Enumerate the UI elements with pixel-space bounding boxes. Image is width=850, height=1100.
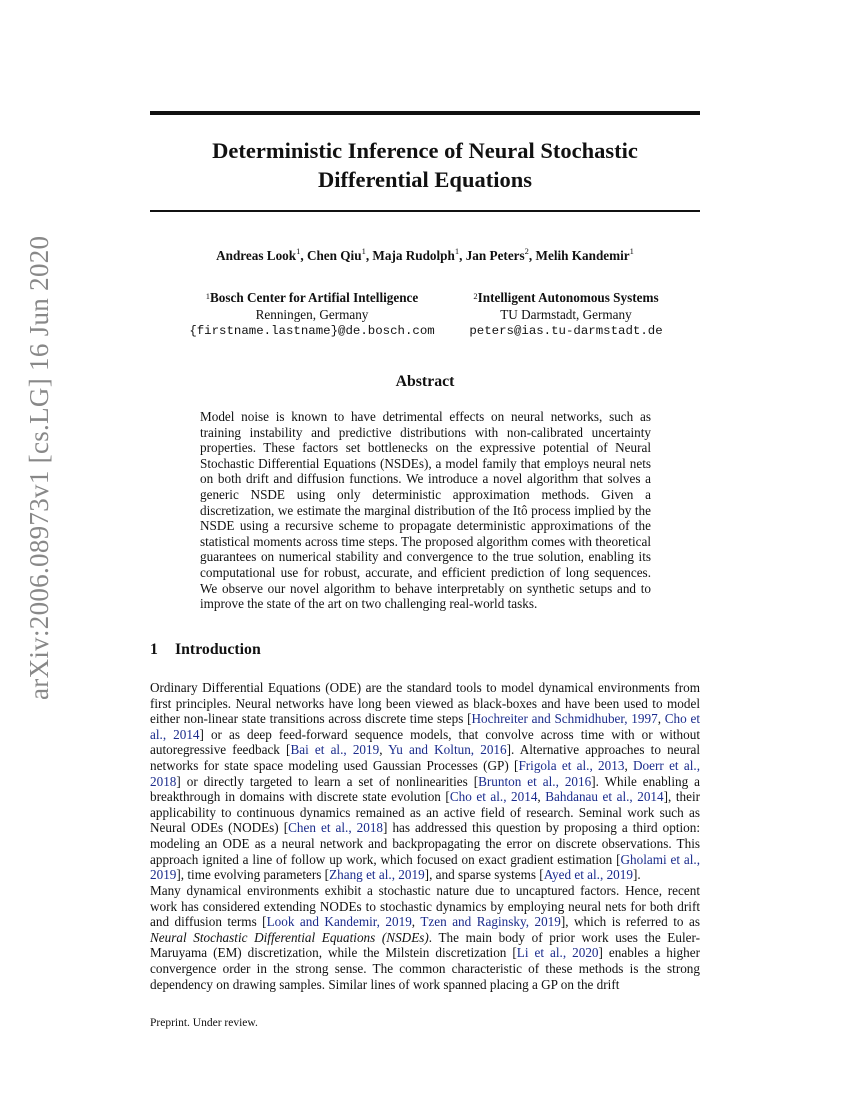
affiliation-email: {firstname.lastname}@de.bosch.com <box>189 324 435 338</box>
affiliation-institution: Intelligent Autonomous Systems <box>477 290 659 305</box>
affiliation-email: peters@ias.tu-darmstadt.de <box>469 324 663 338</box>
citation-link[interactable]: Yu and Koltun, 2016 <box>388 742 507 758</box>
citation-link[interactable]: Frigola et al., 2013 <box>518 757 625 773</box>
citation-link[interactable]: Zhang et al., 2019 <box>329 867 425 883</box>
author: Andreas Look$^1$ <box>216 246 301 263</box>
intro-paragraph-2: Many dynamical environments exhibit a stochastic nature due to uncaptured factors. Hence, recent work has considered extending NODEs to stochastic dynamics by employing neural nets for both drift and diffusion terms [Look and Kandemir, 2019, Tzen and Raginsky, 2019], which is referred to as Neural Stochastic Differential Equations (NSDEs). The main body of prior work uses the Euler-Maruyama (EM) discretization, while the Milstein discretization [Li et al., 2020] enables a higher convergence order in the strong sense. The common characteristic of these methods is the strong dependency on drawing samples. Similar lines of work spanned placing a GP on the drift <box>150 883 700 992</box>
affiliation-2: $^2$Intelligent Autonomous Systems TU Darmstadt, Germany peters@ias.tu-darmstadt.de <box>448 290 684 340</box>
author: Chen Qiu$^1$ <box>306 246 366 263</box>
author: Maja Rudolph$^1$ <box>372 246 460 263</box>
citation-link[interactable]: Bahdanau et al., 2014 <box>545 789 664 805</box>
author-list: Andreas Look$^1$, Chen Qiu$^1$, Maja Rudolph$^1$, Jan Peters$^2$, Melih Kandemir$^1$ <box>216 246 634 263</box>
affiliation-1: $^1$Bosch Center for Artifial Intelligence Renningen, Germany {firstname.lastname}@de.bosch.com <box>178 290 446 340</box>
citation-link[interactable]: Li et al., 2020 <box>516 945 599 961</box>
author: Melih Kandemir$^1$ <box>535 246 634 263</box>
paper-title <box>150 136 700 194</box>
affiliation-institution: Bosch Center for Artifial Intelligence <box>209 290 419 305</box>
affiliation-location: TU Darmstadt, Germany <box>500 306 632 322</box>
arxiv-side-stamp: arXiv:2006.08973v1 [cs.LG] 16 Jun 2020 <box>24 235 54 700</box>
citation-link[interactable]: Cho et al., 2014 <box>150 711 701 742</box>
abstract-heading: Abstract <box>395 373 455 390</box>
author: Jan Peters$^2$ <box>465 246 529 263</box>
title-top-rule <box>150 111 700 115</box>
citation-link[interactable]: Chen et al., 2018 <box>288 820 384 836</box>
citation-link[interactable]: Gholami et al., 2019 <box>150 851 700 883</box>
section-title: Introduction <box>175 641 261 658</box>
emphasis-text: Neural Stochastic Differential Equations (NSDEs) <box>150 929 429 945</box>
citation-link[interactable]: Ayed et al., 2019 <box>543 867 633 883</box>
paper-title-line-2: Differential Equations <box>318 167 532 192</box>
citation-link[interactable]: Bai et al., 2019 <box>290 742 380 758</box>
citation-link[interactable]: Hochreiter and Schmidhuber, 1997 <box>471 711 658 727</box>
section-number: 1 <box>150 641 158 658</box>
section-heading <box>150 641 261 659</box>
intro-paragraph-1: Ordinary Differential Equations (ODE) are the standard tools to model dynamical environments from first principles. Neural networks have long been viewed as black-boxes and have been used to model either non-linear state transitions across discrete time steps [Hochreiter and Schmidhuber, 1997, Cho et al., 2014] or as deep feed-forward sequence models, that convolve across time with or without autoregressive feedback [Bai et al., 2019, Yu and Koltun, 2016]. Alternative approaches to neural networks for state space modeling used Gaussian Processes (GP) [Frigola et al., 2013, Doerr et al., 2018] or directly targeted to learn a set of nonlinearities [Brunton et al., 2016]. While enabling a breakthrough in domains with discrete state evolution [Cho et al., 2014, Bahdanau et al., 2014], their applicability to continuous dynamics remained as an active field of research. Seminal work such as Neural ODEs (NODEs) [Chen et al., 2018] has addressed this question by proposing a third option: modeling an ODE as a neural network and backpropagating the error on discrete observations. This approach ignited a line of follow up work, which focused on exact gradient estimation [Gholami et al., 2019], time evolving parameters [Zhang et al., 2019], and sparse systems [Ayed et al., 2019]. <box>150 680 701 883</box>
title-bottom-rule <box>150 210 700 212</box>
citation-link[interactable]: Tzen and Raginsky, 2019 <box>420 914 561 930</box>
paper-title-line-1: Deterministic Inference of Neural Stochastic <box>212 138 638 163</box>
citation-link[interactable]: Doerr et al., 2018 <box>150 757 700 789</box>
citation-link[interactable]: Cho et al., 2014 <box>449 789 538 805</box>
citation-link[interactable]: Look and Kandemir, 2019 <box>266 914 412 930</box>
citation-link[interactable]: Brunton et al., 2016 <box>478 773 592 789</box>
affiliation-location: Renningen, Germany <box>255 306 369 322</box>
footer-note: Preprint. Under review. <box>150 1017 258 1029</box>
abstract-body: Model noise is known to have detrimental effects on neural networks, such as training instability and predictive distributions with non-calibrated uncertainty properties. These factors set bottlenecks on the expressive potential of Neural Stochastic Differential Equations (NSDEs), a model family that employs neural nets on both drift and diffusion functions. We introduce a novel algorithm that solves a generic NSDE using only deterministic approximation methods. Given a discretization, we estimate the marginal distribution of the Itô process implied by the NSDE using a recursive scheme to propagate deterministic approximations of the statistical moments across time steps. The proposed algorithm comes with theoretical guarantees on numerical stability and convergence to the true solution, enabling its computational use for robust, accurate, and efficient prediction of long sequences. We observe our novel algorithm to behave interpretably on synthetic setups and to improve the state of the art on two challenging real-world tasks. <box>200 409 651 612</box>
